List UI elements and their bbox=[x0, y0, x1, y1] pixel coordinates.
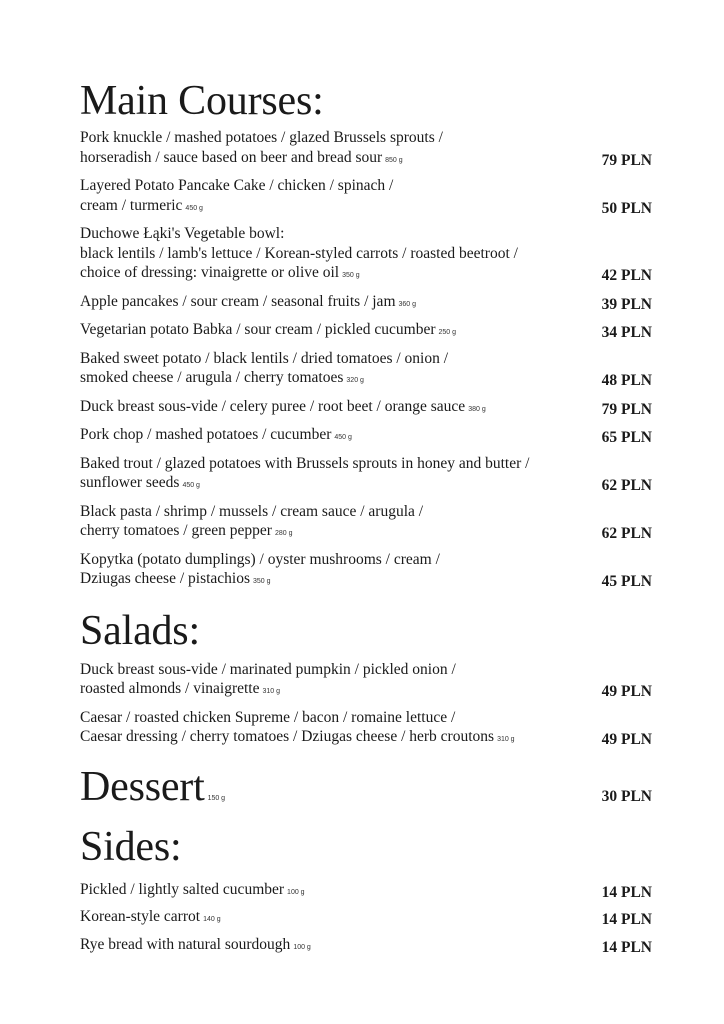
menu-item bbox=[80, 397, 652, 420]
item-line: smoked cheese / arugula / cherry tomatoes bbox=[80, 369, 344, 386]
item-line: Apple pancakes / sour cream / seasonal fruits / jam bbox=[80, 292, 396, 310]
item-line: Black pasta / shrimp / mussels / cream sauce / arugula / bbox=[80, 502, 424, 520]
item-line: cream / turmeric bbox=[80, 196, 183, 214]
item-line: Layered Potato Pancake Cake / chicken / spinach / bbox=[80, 177, 394, 194]
item-weight: 310 g bbox=[262, 688, 281, 695]
item-weight: 450 g bbox=[182, 482, 200, 489]
item-weight: 450 g bbox=[185, 204, 203, 212]
item-weight: 100 g bbox=[287, 888, 305, 896]
item-weight: 140 g bbox=[203, 916, 221, 923]
menu-item bbox=[80, 176, 652, 218]
main-courses-list bbox=[80, 128, 652, 592]
item-line: choice of dressing: vinaigrette or olive oil bbox=[80, 264, 340, 281]
item-price: 39 PLN bbox=[601, 295, 652, 313]
item-line: Duchowe Łąki's Vegetable bowl: bbox=[80, 225, 285, 242]
item-line: Dziugas cheese / pistachios bbox=[80, 570, 251, 587]
item-line: Duck breast sous-vide / celery puree / root beet / orange sauce bbox=[80, 397, 466, 415]
item-weight: 850 g bbox=[385, 156, 403, 164]
menu-item bbox=[80, 128, 652, 170]
item-price: 49 PLN bbox=[601, 683, 652, 700]
item-line: sunflower seeds bbox=[80, 474, 180, 491]
salads-title: Salads: bbox=[80, 607, 200, 654]
item-weight: 250 g bbox=[438, 329, 457, 336]
item-weight: 350 g bbox=[342, 272, 360, 279]
item-price: 34 PLN bbox=[601, 324, 652, 341]
dessert-price: 30 PLN bbox=[601, 787, 652, 805]
item-weight: 100 g bbox=[293, 943, 311, 951]
menu-item bbox=[80, 935, 652, 958]
item-weight: 350 g bbox=[253, 578, 271, 585]
item-line: Pork knuckle / mashed potatoes / glazed Brussels sprouts / bbox=[80, 129, 443, 146]
item-line: Vegetarian potato Babka / sour cream / pickled cucumber bbox=[80, 321, 436, 338]
dessert-weight: 150 g bbox=[207, 794, 226, 802]
item-line: horseradish / sauce based on beer and bread sour bbox=[80, 148, 383, 166]
item-line: Baked sweet potato / black lentils / dried tomatoes / onion / bbox=[80, 349, 449, 367]
sides-list bbox=[80, 880, 652, 958]
item-price: 79 PLN bbox=[601, 400, 652, 418]
item-line: black lentils / lamb's lettuce / Korean-styled carrots / roasted beetroot / bbox=[80, 244, 518, 262]
menu-item bbox=[80, 708, 652, 750]
item-line: Caesar / roasted chicken Supreme / bacon / romaine lettuce / bbox=[80, 708, 456, 726]
item-price: 45 PLN bbox=[601, 573, 652, 590]
item-weight: 280 g bbox=[274, 530, 293, 537]
item-weight: 380 g bbox=[468, 405, 486, 413]
item-price: 42 PLN bbox=[601, 267, 652, 284]
item-line: Korean-style carrot bbox=[80, 908, 201, 925]
menu-item bbox=[80, 880, 652, 903]
item-price: 14 PLN bbox=[601, 938, 652, 956]
item-price: 48 PLN bbox=[601, 372, 652, 389]
item-price: 62 PLN bbox=[601, 477, 652, 494]
item-line: roasted almonds / vinaigrette bbox=[80, 680, 260, 697]
dessert-title: Dessert bbox=[80, 763, 205, 810]
menu-item bbox=[80, 292, 652, 315]
item-line: Caesar dressing / cherry tomatoes / Dziugas cheese / herb croutons bbox=[80, 728, 495, 745]
menu-item bbox=[80, 550, 652, 592]
sides-title: Sides: bbox=[80, 823, 182, 870]
item-line: Baked trout / glazed potatoes with Brussels sprouts in honey and butter / bbox=[80, 454, 530, 472]
dessert-row bbox=[80, 764, 652, 810]
menu-item bbox=[80, 425, 652, 448]
menu-item bbox=[80, 502, 652, 544]
item-line: Duck breast sous-vide / marinated pumpkin / pickled onion / bbox=[80, 660, 456, 678]
menu-item bbox=[80, 320, 652, 343]
item-weight: 310 g bbox=[497, 736, 515, 743]
item-line: cherry tomatoes / green pepper bbox=[80, 522, 272, 539]
item-price: 79 PLN bbox=[601, 151, 652, 169]
item-price: 50 PLN bbox=[601, 199, 652, 217]
menu-item bbox=[80, 660, 652, 702]
item-price: 49 PLN bbox=[601, 731, 652, 748]
item-price: 65 PLN bbox=[601, 429, 652, 446]
salads-list bbox=[80, 660, 652, 750]
item-weight: 450 g bbox=[334, 434, 352, 441]
item-weight: 320 g bbox=[346, 377, 364, 384]
main-courses-title: Main Courses: bbox=[80, 78, 324, 124]
menu-item bbox=[80, 454, 652, 496]
item-price: 14 PLN bbox=[601, 883, 652, 901]
menu-item bbox=[80, 349, 652, 391]
menu-item bbox=[80, 224, 652, 286]
menu-item bbox=[80, 907, 652, 930]
item-line: Rye bread with natural sourdough bbox=[80, 935, 291, 953]
item-price: 62 PLN bbox=[601, 525, 652, 542]
menu-page bbox=[80, 0, 652, 957]
item-weight: 360 g bbox=[398, 300, 417, 308]
item-line: Pickled / lightly salted cucumber bbox=[80, 880, 285, 898]
item-line: Pork chop / mashed potatoes / cucumber bbox=[80, 426, 332, 443]
item-line: Kopytka (potato dumplings) / oyster mushrooms / cream / bbox=[80, 550, 440, 568]
item-price: 14 PLN bbox=[601, 911, 652, 928]
